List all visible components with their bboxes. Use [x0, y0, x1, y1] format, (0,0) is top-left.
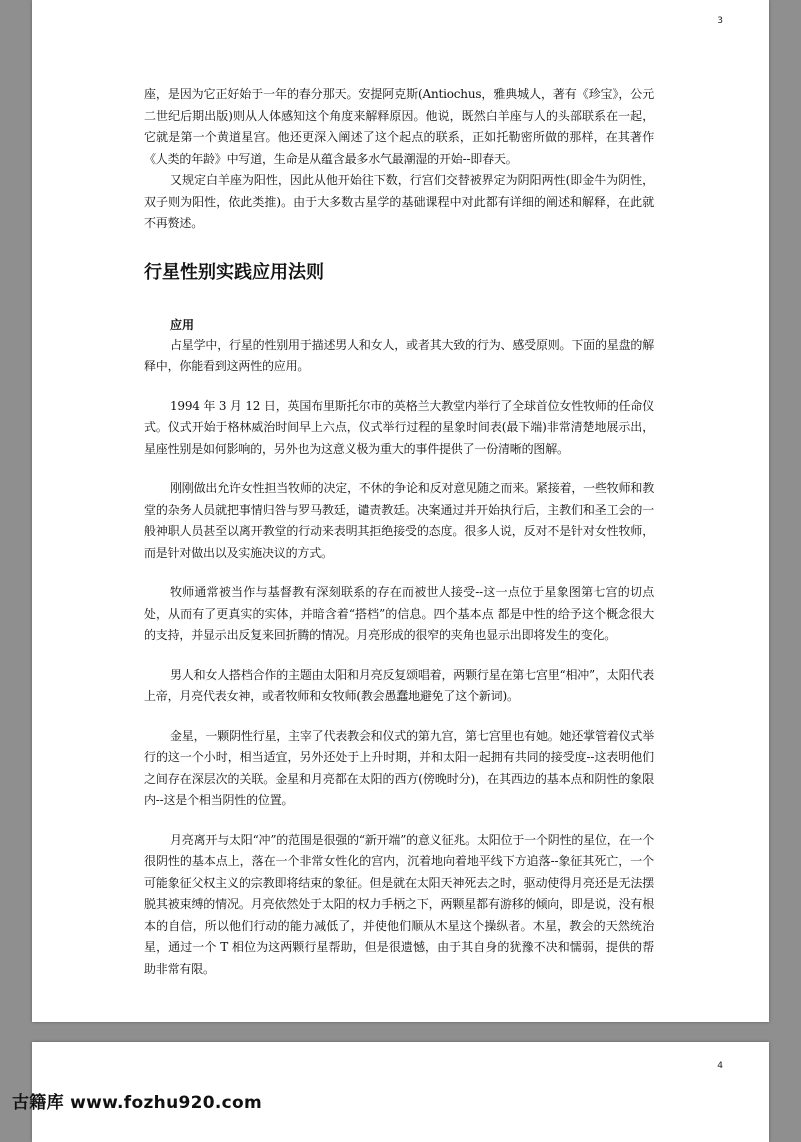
- document-page-3: [32, 0, 769, 1022]
- intro-paragraph-1: 座，是因为它正好始于一年的春分那天。安提阿克斯(Antiochus，雅典城人，著有《珍宝》，公元二世纪后期出版)则从人体感知这个角度来解释原因。他说，既然白羊座与人的头部联系在一起，它就是第一个黄道星宫。他还更深入阐述了这个起点的联系，正如托勒密所做的那样，在其著作《人类的年龄》中写道，生命是从蕴含最多水气最潮湿的开始--即春天。: [144, 87, 654, 166]
- page-number: 3: [717, 16, 723, 26]
- body-paragraph-6: 金星，一颗阴性行星，主宰了代表教会和仪式的第九宫，第七宫里也有她。她还掌管着仪式举行的这一个小时，相当适宜，另外还处于上升时期，并和太阳一起拥有共同的接受度--这表明他们之间存在深层次的关联。金星和月亮都在太阳的西方(傍晚时分)，在其西边的基本点和阴性的象限内--这是个相当阴性的位置。: [144, 728, 654, 807]
- body-paragraph-7: 月亮离开与太阳“冲”的范围是很强的“新开端”的意义征兆。太阳位于一个阴性的星位，在一个很阴性的基本点上，落在一个非常女性化的宫内，沉着地向着地平线下方追落--象征其死亡，一个可能象征父权主义的宗教即将结束的象征。但是就在太阳天神死去之时，驱动使得月亮还是无法摆脱其被束缚的情况。月亮依然处于太阳的权力手柄之下，两颗星都有游移的倾向，即是说，没有根本的自信，所以他们行动的能力减低了，并使他们顺从木星这个操纵者。木星，教会的天然统治星，通过一个 T 相位为这两颗行星帮助，但是很遗憾，由于其自身的犹豫不决和懦弱，提供的帮助非常有限。: [144, 832, 654, 976]
- intro-paragraph-2: 又规定白羊座为阳性，因此从他开始往下数，行宫们交替被界定为阴阳两性(即金牛为阴性，双子则为阳性，依此类推)。由于大多数古星学的基础课程中对此都有详细的阐述和解释，在此就不再赘述。: [144, 173, 654, 230]
- site-watermark: 古籍库 www.fozhu920.com: [12, 1093, 262, 1113]
- section-heading: 行星性别实践应用法则: [144, 261, 324, 283]
- body-paragraph-1: 占星学中，行星的性别用于描述男人和女人，或者其大致的行为、感受原则。下面的星盘的解释中，你能看到这两性的应用。: [144, 337, 654, 373]
- body-paragraph-5: 男人和女人搭档合作的主题由太阳和月亮反复颂唱着，两颗行星在第七宫里“相冲”，太阳代表上帝，月亮代表女神，或者牧师和女牧师(教会愚蠢地避免了这个新词)。: [144, 667, 654, 703]
- body-paragraph-4: 牧师通常被当作与基督教有深刻联系的存在而被世人接受--这一点位于星象图第七宫的切点处，从而有了更真实的实体，并暗含着“搭档”的信息。四个基本点 都是中性的给予这个概念很大的支持，并显示出反复来回折腾的情况。月亮形成的很窄的夹角也显示出即将发生的变化。: [144, 585, 654, 642]
- body-paragraph-2: 1994 年 3 月 12 日，英国布里斯托尔市的英格兰大教堂内举行了全球首位女性牧师的任命仪式。仪式开始于格林威治时间早上六点，仪式举行过程的星象时间表(最下端)非常清楚地展示出，星座性别是如何影响的，另外也为这意义极为重大的事件提供了一份清晰的图解。: [144, 398, 654, 456]
- page-number: 4: [717, 1061, 723, 1071]
- page-content: [144, 84, 654, 980]
- body-paragraph-3: 刚刚做出允许女性担当牧师的决定，不休的争论和反对意见随之而来。紧接着，一些牧师和教堂的杂务人员就把事情归咎与罗马教廷，谴责教廷。决案通过并开始执行后，主教们和圣工会的一般神职人员甚至以离开教堂的行动来表明其拒绝接受的态度。很多人说，反对不是针对女性牧师，而是针对做出以及实施决议的方式。: [144, 481, 654, 560]
- section-subheading: 应用: [170, 317, 195, 332]
